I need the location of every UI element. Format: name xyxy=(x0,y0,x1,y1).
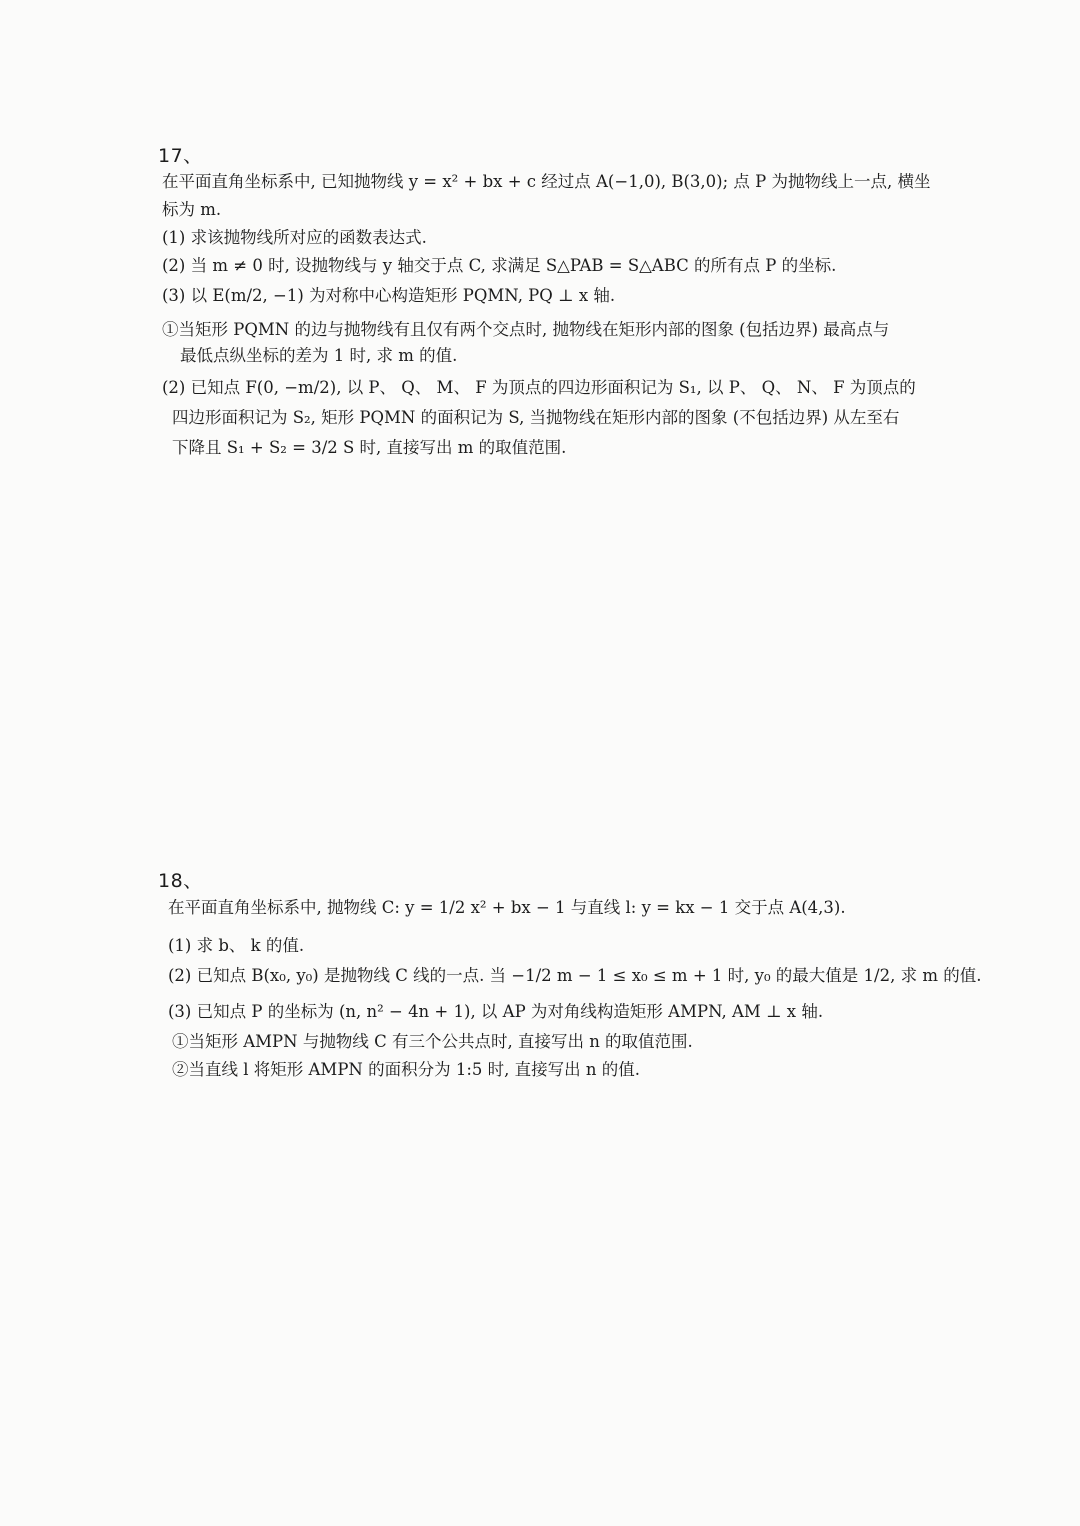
problem-text-line: 最低点纵坐标的差为 1 时, 求 m 的值. xyxy=(180,346,458,365)
problem-text-line: (2) 当 m ≠ 0 时, 设抛物线与 y 轴交于点 C, 求满足 S△PAB = S△ABC 的所有点 P 的坐标. xyxy=(162,256,837,275)
problem-text-line: 在平面直角坐标系中, 抛物线 C: y = 1/2 x² + bx − 1 与直线 l: y = kx − 1 交于点 A(4,3). xyxy=(168,898,846,917)
problem-text-line: 四边形面积记为 S₂, 矩形 PQMN 的面积记为 S, 当抛物线在矩形内部的图象 (不包括边界) 从左至右 xyxy=(172,408,900,427)
problem-text-line: (3) 以 E(m/2, −1) 为对称中心构造矩形 PQMN, PQ ⊥ x 轴. xyxy=(162,286,616,305)
problem-text-line: 在平面直角坐标系中, 已知抛物线 y = x² + bx + c 经过点 A(−1,0), B(3,0); 点 P 为抛物线上一点, 横坐 xyxy=(162,172,931,191)
problem-text-line: (3) 已知点 P 的坐标为 (n, n² − 4n + 1), 以 AP 为对角线构造矩形 AMPN, AM ⊥ x 轴. xyxy=(168,1002,824,1021)
problem-number: 17、 xyxy=(158,145,203,167)
problem-text-line: ①当矩形 AMPN 与抛物线 C 有三个公共点时, 直接写出 n 的取值范围. xyxy=(172,1032,693,1051)
problem-text-line: 标为 m. xyxy=(162,200,222,219)
problem-text-line: (2) 已知点 B(x₀, y₀) 是抛物线 C 线的一点. 当 −1/2 m − 1 ≤ x₀ ≤ m + 1 时, y₀ 的最大值是 1/2, 求 m 的值. xyxy=(168,966,982,985)
problem-text-line: (1) 求该抛物线所对应的函数表达式. xyxy=(162,228,427,247)
problem-text-line: 下降且 S₁ + S₂ = 3/2 S 时, 直接写出 m 的取值范围. xyxy=(172,438,567,457)
problem-text-line: ②当直线 l 将矩形 AMPN 的面积分为 1:5 时, 直接写出 n 的值. xyxy=(172,1060,641,1079)
problem-number: 18、 xyxy=(158,870,203,892)
problem-text-line: ①当矩形 PQMN 的边与抛物线有且仅有两个交点时, 抛物线在矩形内部的图象 (包括边界) 最高点与 xyxy=(162,320,890,339)
problem-text-line: (2) 已知点 F(0, −m/2), 以 P、 Q、 M、 F 为顶点的四边形面积记为 S₁, 以 P、 Q、 N、 F 为顶点的 xyxy=(162,378,916,397)
problem-text-line: (1) 求 b、 k 的值. xyxy=(168,936,305,955)
